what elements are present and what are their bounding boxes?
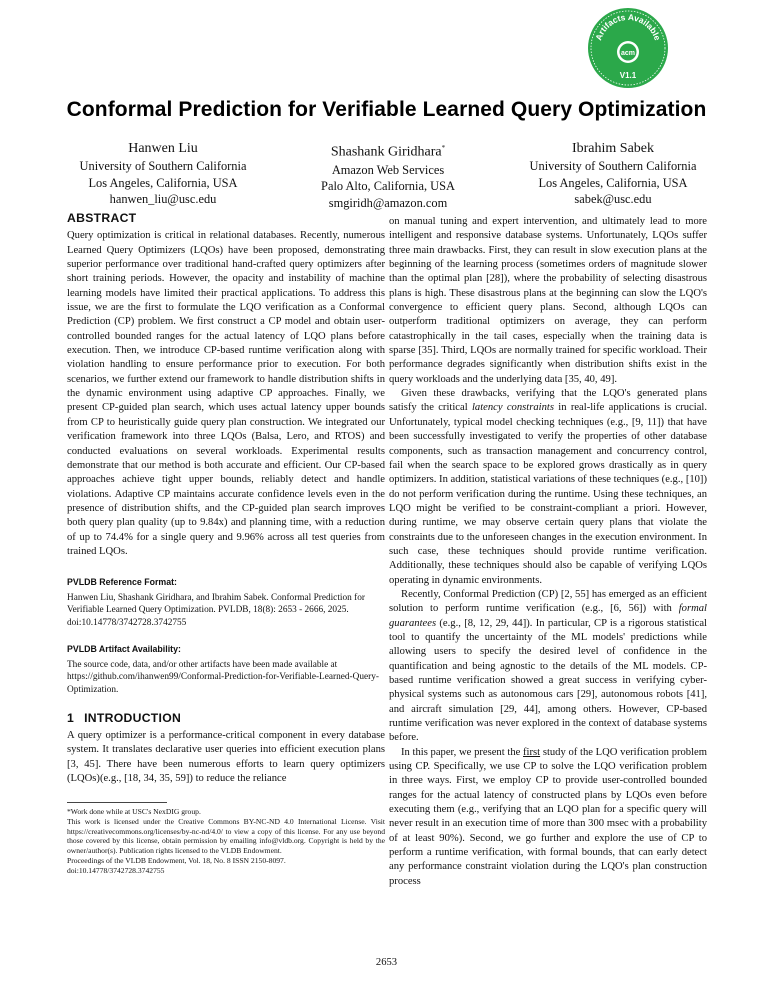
reference-format-text: Hanwen Liu, Shashank Giridhara, and Ibrahim Sabek. Conformal Prediction for Verifiable Learned Query Optimization. PVLDB, 18(8): 2653 - 2666, 2025. <box>67 592 365 616</box>
footnote-divider <box>67 802 167 803</box>
author-email[interactable]: sabek@usc.edu <box>574 192 652 206</box>
author-affiliation: Amazon Web Services <box>331 162 445 177</box>
badge-top-text: Artifacts Available <box>593 11 663 42</box>
body-paragraph-3: Recently, Conformal Prediction (CP) [2, 55] has emerged as an efficient solution to perform runtime verification (e.g., [6, 56]) with formal guarantees (e.g., [8, 12, 29, 44]). In particular, CP is a rigorous statistical tool to quantify the uncertainty of the ML models' predictions while allowing users to specify the desired level of confidence in the quantification and being agnostic to the details of the ML models. CP-based runtime verification showed a great success in verifying cyber-physical systems such as autonomous cars [29], autonomous robots [41], and aircraft simulation [29, 44], among others. However, CP-based runtime verification was never explored in the context of database systems before. <box>389 588 707 744</box>
reference-doi[interactable]: doi:10.14778/3742728.3742755 <box>67 617 187 628</box>
artifact-text: The source code, data, and/or other artifacts have been made available at <box>67 659 338 670</box>
author-3 <box>508 139 718 211</box>
left-column <box>67 211 385 786</box>
author-block <box>58 139 718 211</box>
author-name: Shashank Giridhara* <box>330 144 446 160</box>
body-paragraph-4: In this paper, we present the first study of the LQO verification problem using CP. Specifically, we use CP to solve the LQO verification problem in three ways. First, we employ CP to provide user-controlled bounded ranges for the actual latency of constructed plans by LQOs even before executing them (e.g., verifying that an LQO plan for a specific query will never result in an execution time of more than 300 msec with a probability of at least 90%). Second, we go further and explore the use of CP to perform a runtime verification, with formal bounds, that can early detect any performance constraint violation during the LQO's plan construction process <box>389 746 707 887</box>
right-column <box>389 215 707 889</box>
author-2 <box>283 139 493 211</box>
artifact-heading: PVLDB Artifact Availability: <box>67 644 181 655</box>
author-location: Los Angeles, California, USA <box>88 175 238 190</box>
artifact-url[interactable]: https://github.com/ihanwen99/Conformal-Prediction-for-Verifiable-Learned-Query-Optimization. <box>67 672 379 695</box>
author-email[interactable]: hanwen_liu@usc.edu <box>109 192 217 206</box>
abstract-text: Query optimization is critical in relational databases. Recently, numerous Learned Query Optimizers (LQOs) have been proposed, demonstrating superior performance over traditional hand-crafted query optimizers after short training periods. However, the opacity and instability of machine learning models have limited their practical applications. To address this issue, we are the first to formulate the LQO verification as a Conformal Prediction (CP) problem. We first construct a CP model and obtain user-controlled bounded ranges for the actual latency of LQO plans before execution. Then, we introduce CP-based runtime verification along with violation handling to ensure performance prior to execution. For both scenarios, we further extend our framework to handle distribution shifts in the dynamic environment using adaptive CP approaches. Finally, we present CP-guided plan search, which uses actual latency upper bounds from CP to heuristically guide query plan construction. We integrated our verification framework into three LQOs (Balsa, Lero, and RTOS) and conducted evaluations on several workloads. Experimental results demonstrate that our method is both accurate and efficient. Our CP-based approaches achieve tight upper bounds, reliably detect and handle violations. Adaptive CP maintains accurate confidence levels even in the presence of distribution shifts, and the CP-guided plan search improves both query plan quality (up to 9.84x) and planning time, with a reduction of up to 74.4% for a single query and 9.96% across all test queries from trained LQOs. <box>67 230 385 557</box>
footnote-license: This work is licensed under the Creative Commons BY-NC-ND 4.0 International License. Visit https://creativecommons.org/licenses/by-nc-nd/4.0/ to view a copy of this license. For any use beyond those covered by this license, obtain permission by emailing info@vldb.org. Copyright is held by the owner/author(s). Publication rights licensed to the VLDB Endowment. <box>67 816 385 856</box>
paper-title: Conformal Prediction for Verifiable Learned Query Optimization <box>66 98 707 121</box>
author-affiliation: University of Southern California <box>529 159 697 173</box>
abstract-heading: ABSTRACT <box>67 211 137 225</box>
author-1 <box>58 139 268 211</box>
intro-text: A query optimizer is a performance-critical component in every database system. It translates declarative user queries into efficient execution plans [3, 45]. There have been numerous efforts to learn query optimizers (LQOs)(e.g., [18, 34, 35, 59]) to reduce the reliance <box>67 729 385 784</box>
author-location: Los Angeles, California, USA <box>538 175 688 190</box>
author-name: Ibrahim Sabek <box>571 141 655 156</box>
author-footnote-mark: * <box>441 144 446 152</box>
body-paragraph-2: Given these drawbacks, verifying that the LQO's generated plans satisfy the critical latency constraints in real-life applications is crucial. Unfortunately, typical model checking techniques (e.g., [9, 11]) that have been successfully investigated to verify the properties of other database components, such as transaction management and concurrency control, fail when the search space to be explored grows drastically as in query optimizers. In addition, statistical variations of these techniques (e.g., [10]) do not perform verification during the runtime. Using these techniques, an LQO might be verified to be constraint-compliant a priori. However, during runtime, we may observe certain query plans that violate the constraints due to the unforeseen changes in the execution environment. In such case, these techniques should provide runtime verification. Additionally, these techniques should also be capable of verifying LQOs operating in dynamic environments. <box>389 388 708 586</box>
footnotes <box>67 802 385 876</box>
intro-heading: 1 INTRODUCTION <box>67 710 182 725</box>
badge-version: V1.1 <box>619 71 637 80</box>
author-location: Palo Alto, California, USA <box>321 179 455 194</box>
footnote-doi[interactable]: doi:10.14778/3742728.3742755 <box>67 865 165 875</box>
footnote-proceedings: Proceedings of the VLDB Endowment, Vol. 18, No. 8 ISSN 2150-8097. <box>67 855 286 865</box>
badge-acm-text: acm <box>620 50 636 57</box>
author-email[interactable]: smgiridh@amazon.com <box>328 195 448 210</box>
author-name: Hanwen Liu <box>128 141 198 156</box>
reference-format-heading: PVLDB Reference Format: <box>67 577 177 588</box>
author-affiliation: University of Southern California <box>79 159 247 173</box>
footnote-work-done: *Work done while at USC's NexDIG group. <box>67 807 201 816</box>
acm-artifacts-available-badge <box>586 6 670 90</box>
page-number: 2653 <box>375 957 398 968</box>
body-paragraph-1: on manual tuning and expert intervention, and ultimately lead to more intelligent and responsive database systems. Unfortunately, LQOs suffer three main drawbacks. First, they can result in slow execution plans at the beginning of the learning process (sometimes orders of magnitude slower than the optimal plan [28]), where the probability of selecting disastrous plans is high. These disastrous plans at the beginning can slow the LQO's convergence to efficient query plans. Second, although LQOs can outperform traditional optimizers on average, they can perform catastrophically in the tail cases, especially when the training data is sparse [35]. Third, LQOs are normally trained for specific workload. Their performance degrades significantly when distribution shifts exist in the query workloads and the underlying data [35, 40, 49]. <box>389 216 707 385</box>
